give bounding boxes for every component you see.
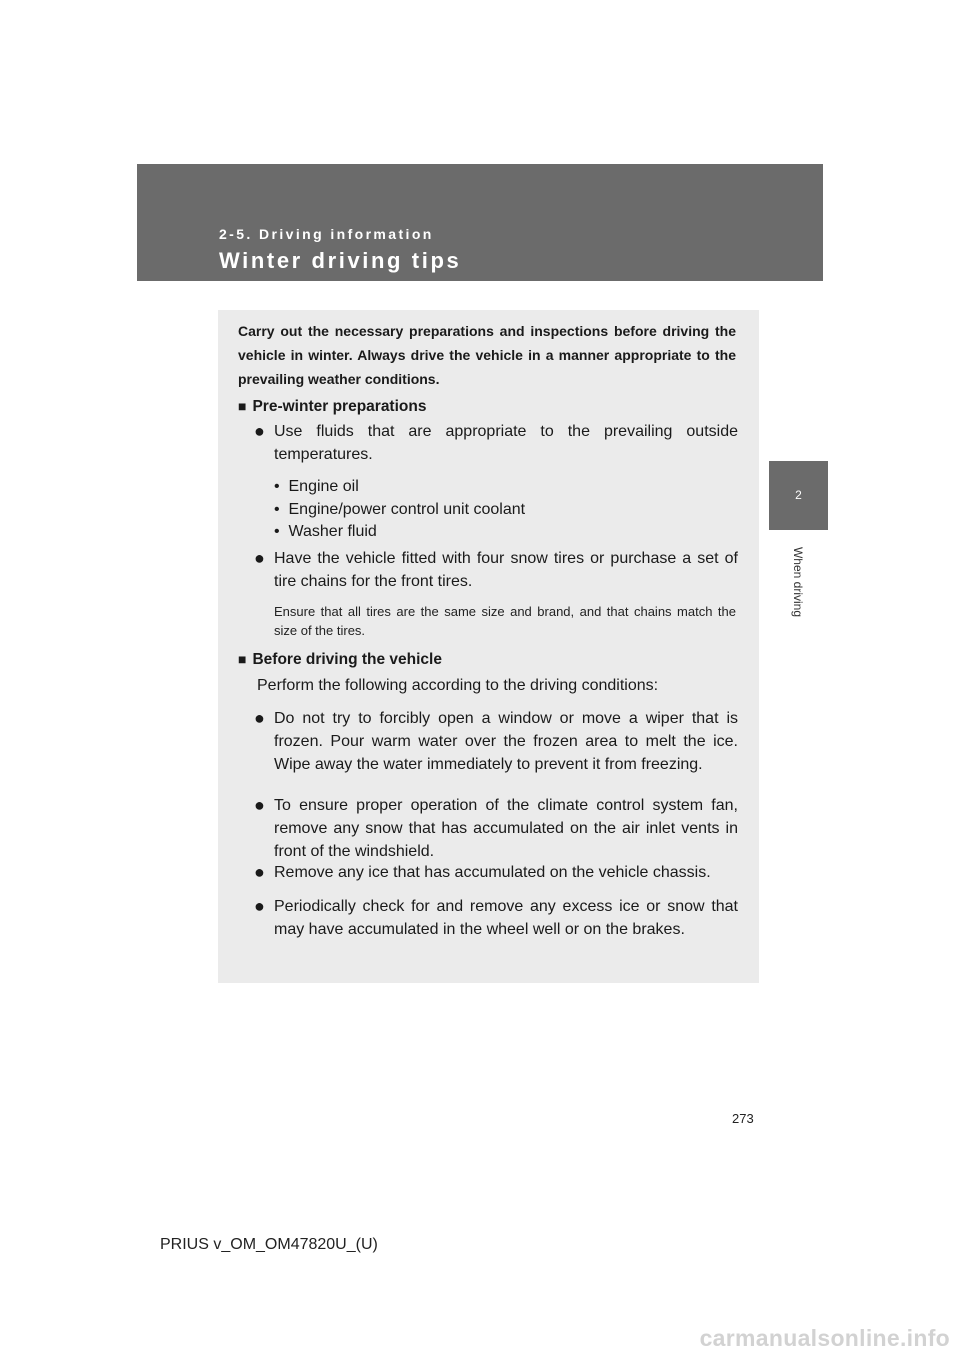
bullet-text: Periodically check for and remove any excess ice or snow that may have accumulated in the wheel well or on the brakes. <box>274 898 738 938</box>
watermark: carmanualsonline.info <box>699 1325 950 1351</box>
bullet-dot-icon: ● <box>254 548 265 568</box>
chapter-label: When driving <box>791 546 805 618</box>
bullet-item <box>254 895 738 941</box>
section-heading-text: Pre-winter preparations <box>252 398 427 415</box>
section-heading <box>238 651 442 669</box>
page-title: Winter driving tips <box>219 248 462 273</box>
section-heading-text: Before driving the vehicle <box>252 651 442 668</box>
square-bullet-icon: ■ <box>238 651 247 667</box>
bullet-text: Remove any ice that has accumulated on the vehicle chassis. <box>274 864 711 881</box>
bullet-item <box>254 707 738 776</box>
sub-list-item <box>274 521 377 544</box>
bullet-item <box>254 794 738 863</box>
bullet-text: Use fluids that are appropriate to the prevailing outside temperatures. <box>274 423 738 463</box>
sub-bullet-icon: • <box>274 523 280 540</box>
header-band <box>137 164 823 281</box>
content-box <box>218 310 759 983</box>
chapter-tab: 2 <box>769 461 828 530</box>
section-label: 2-5. Driving information <box>219 226 434 242</box>
sub-list-item <box>274 499 525 522</box>
bullet-text: To ensure proper operation of the climate control system fan, remove any snow that has accumulated on the air inlet vents in front of the windshield. <box>274 797 738 860</box>
sub-list-text: Engine oil <box>288 478 359 495</box>
bullet-dot-icon: ● <box>254 896 265 916</box>
bullet-text: Do not try to forcibly open a window or move a wiper that is frozen. Pour warm water over the frozen area to melt the ice. Wipe away the water immediately to prevent it from freezing. <box>274 710 738 773</box>
sub-list-item <box>274 476 359 499</box>
bullet-item <box>254 420 738 466</box>
bullet-dot-icon: ● <box>254 862 265 882</box>
section-heading <box>238 398 426 416</box>
bullet-dot-icon: ● <box>254 421 265 441</box>
square-bullet-icon: ■ <box>238 398 247 414</box>
bullet-text: Have the vehicle fitted with four snow tires or purchase a set of tire chains for the front tires. <box>274 550 738 590</box>
lead-text: Perform the following according to the driving conditions: <box>257 677 659 694</box>
bullet-item <box>254 547 738 593</box>
intro-text: Carry out the necessary preparations and inspections before driving the vehicle in winter. Always drive the vehicle in a manner appropriate to the prevailing weather conditions. <box>238 323 736 387</box>
page-number: 273 <box>732 1111 754 1126</box>
note-text: Ensure that all tires are the same size and brand, and that chains match the size of the tires. <box>274 604 736 638</box>
bullet-dot-icon: ● <box>254 795 265 815</box>
sub-bullet-icon: • <box>274 501 280 518</box>
sub-list-text: Washer fluid <box>288 523 377 540</box>
bullet-dot-icon: ● <box>254 708 265 728</box>
sub-bullet-icon: • <box>274 478 280 495</box>
sub-list-text: Engine/power control unit coolant <box>288 501 526 518</box>
bullet-item <box>254 861 738 884</box>
footer-document-id: PRIUS v_OM_OM47820U_(U) <box>160 1236 378 1253</box>
